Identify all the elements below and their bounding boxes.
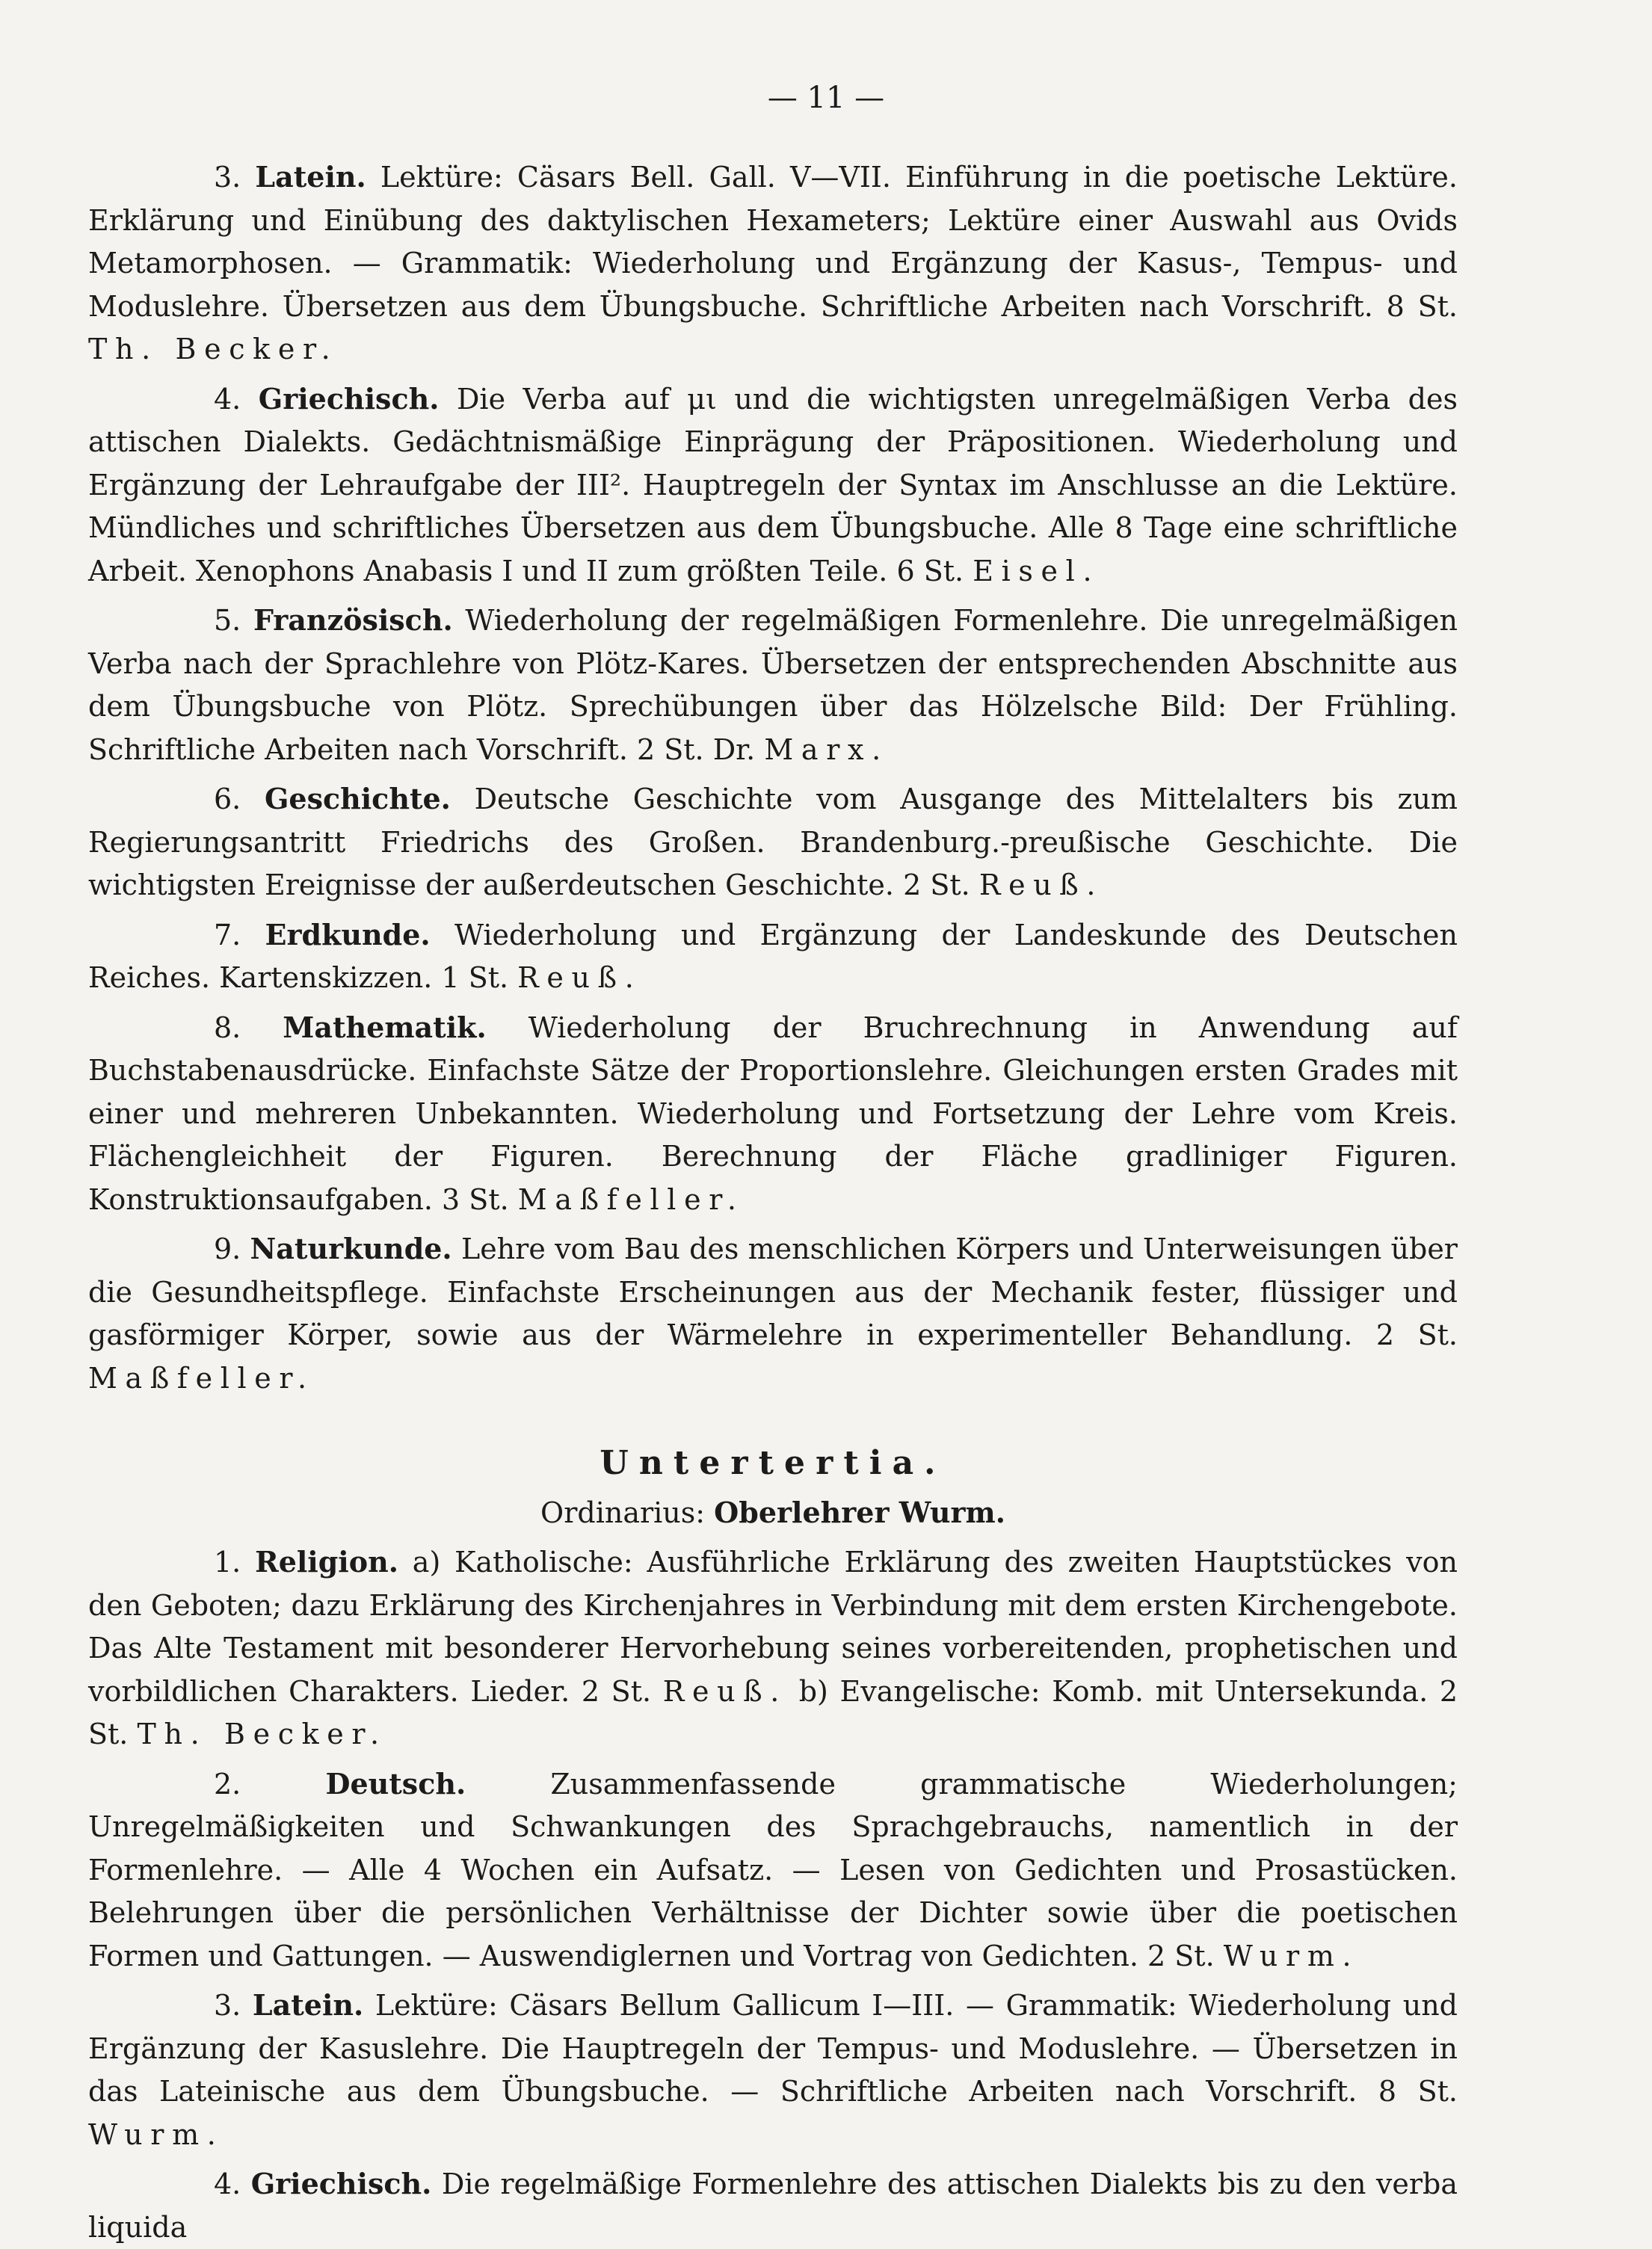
section-erdkunde-o3 — [88, 913, 1458, 1000]
section-number: 1. — [214, 1546, 241, 1579]
section-text: Wiederholung der Bruchrechnung in Anwendung auf Buchstabenausdrücke. Einfachste Sätze der Proportionslehre. Gleichungen ersten Grades mit einer und mehreren Unbekannten. Wiederholung und Fortsetzung der Lehre vom Kreis. Flächengleichheit der Figuren. Berechnung der Fläche gradliniger Figuren. Konstruktionsaufgaben. 3 St. — [88, 1011, 1458, 1216]
section-latein-u3 — [88, 1984, 1458, 2156]
section-text-2: b) Evangelische: Komb. mit Untersekunda. 2 St. — [88, 1674, 1458, 1750]
section-text: a) Katholische: Ausführliche Erklärung des zweiten Hauptstückes von den Geboten; dazu Erklärung des Kirchenjahres in Verbindung mit dem ersten Kirchengebote. Das Alte Testament mit besonderer Hervorhebung seines vorbereitenden, prophetischen und vorbildlichen Charakters. Lieder. 2 St. — [88, 1546, 1458, 1708]
section-latein-o3 — [88, 155, 1458, 371]
page-content — [88, 155, 1458, 2249]
class-heading: Untertertia. — [600, 1444, 946, 1482]
section-griechisch-o3 — [88, 377, 1458, 593]
section-mathematik-o3 — [88, 1006, 1458, 1222]
section-teacher: Reuß. — [517, 961, 642, 994]
section-number: 3. — [214, 161, 241, 194]
section-number: 3. — [214, 1989, 241, 2022]
section-subject: Griechisch. — [258, 381, 440, 416]
section-text: Deutsche Geschichte vom Ausgange des Mittelalters bis zum Regierungsantritt Friedrichs des Großen. Brandenburg.-preußische Geschichte. Die wichtigsten Ereignisse der außerdeutschen Geschichte. 2 St. — [88, 783, 1458, 901]
section-geschichte-o3 — [88, 777, 1458, 907]
section-teacher: Wurm. — [1223, 1939, 1360, 1972]
section-teacher: Reuß. — [978, 869, 1104, 901]
section-number: 9. — [214, 1233, 241, 1265]
section-franzoesisch-o3 — [88, 599, 1458, 771]
section-text: Wiederholung und Ergänzung der Landeskunde des Deutschen Reiches. Kartenskizzen. 1 St. — [88, 918, 1458, 994]
section-number: 7. — [214, 918, 241, 951]
section-teacher: Reuß. — [662, 1674, 788, 1708]
section-subject: Mathematik. — [283, 1010, 487, 1044]
section-number: 4. — [214, 382, 241, 416]
section-teacher: Maßfeller. — [517, 1182, 745, 1216]
section-subject: Griechisch. — [250, 2167, 432, 2200]
section-text: Lehre vom Bau des menschlichen Körpers und Unterweisungen über die Gesundheitspflege. Einfachste Erscheinungen aus der Mechanik fester, flüssiger und gasförmiger Körper, sowie aus der Wärmelehre in experimenteller Behandlung. 2 St. — [88, 1233, 1458, 1351]
section-number: 4. — [214, 2168, 241, 2200]
section-text: Die Verba auf μι und die wichtigsten unregelmäßigen Verba des attischen Dialekts. Gedächtnismäßige Einprägung der Präpositionen. Wiederholung und Ergänzung der Lehraufgabe der III². Hauptregeln der Syntax im Anschlusse an die Lektüre. Mündliches und schriftliches Übersetzen aus dem Übungsbuche. Alle 8 Tage eine schriftliche Arbeit. Xenophons Anabasis I und II zum größten Teile. 6 St. — [88, 382, 1458, 587]
section-griechisch-u3 — [88, 2162, 1458, 2249]
ordinarius-teacher: Oberlehrer Wurm. — [714, 1495, 1005, 1529]
section-number: 5. — [214, 604, 241, 637]
section-subject: Latein. — [252, 1988, 364, 2022]
ordinarius-line — [88, 1491, 1458, 1535]
section-teacher: Maßfeller. — [88, 1361, 315, 1395]
ordinarius-label: Ordinarius: — [540, 1496, 706, 1529]
section-teacher: Th. Becker. — [88, 333, 339, 365]
section-teacher: Marx. — [764, 732, 889, 766]
page-number: — 11 — — [767, 81, 885, 115]
section-text: Wiederholung der regelmäßigen Formenlehre. Die unregelmäßigen Verba nach der Sprachlehre von Plötz-Kares. Übersetzen der entsprechenden Abschnitte aus dem Übungsbuche von Plötz. Sprechübungen über das Hölzelsche Bild: Der Frühling. Schriftliche Arbeiten nach Vorschrift. 2 St. Dr. — [88, 604, 1458, 766]
section-text: Die regelmäßige Formenlehre des attischen Dialekts bis zu den verba liquida — [88, 2168, 1458, 2244]
section-teacher: Wurm. — [88, 2117, 224, 2151]
section-deutsch-u3 — [88, 1762, 1458, 1978]
section-religion-u3 — [88, 1540, 1458, 1756]
section-text: Lektüre: Cäsars Bellum Gallicum I—III. — Grammatik: Wiederholung und Ergänzung der Kasuslehre. Die Hauptregeln der Tempus- und Moduslehre. — Übersetzen in das Lateinische aus dem Übungsbuche. — Schriftliche Arbeiten nach Vorschrift. 8 St. — [88, 1989, 1458, 2108]
section-text: Lektüre: Cäsars Bell. Gall. V—VII. Einführung in die poetische Lektüre. Erklärung und Einübung des daktylischen Hexameters; Lektüre einer Auswahl aus Ovids Metamorphosen. — Grammatik: Wiederholung und Ergänzung der Kasus-, Tempus- und Moduslehre. Übersetzen aus dem Übungsbuche. Schriftliche Arbeiten nach Vorschrift. 8 St. — [88, 161, 1458, 323]
section-number: 6. — [214, 783, 241, 815]
section-naturkunde-o3 — [88, 1227, 1458, 1400]
section-text: Zusammenfassende grammatische Wiederholungen; Unregelmäßigkeiten und Schwankungen des Sprachgebrauchs, namentlich in der Formenlehre. — Alle 4 Wochen ein Aufsatz. — Lesen von Gedichten und Prosastücken. Belehrungen über die persönlichen Verhältnisse der Dichter sowie über die poetischen Formen und Gattungen. — Auswendiglernen und Vortrag von Gedichten. 2 St. — [88, 1767, 1458, 1972]
section-subject: Französisch. — [253, 603, 453, 637]
section-subject: Naturkunde. — [250, 1232, 452, 1265]
section-number: 2. — [214, 1767, 241, 1801]
section-subject: Deutsch. — [325, 1766, 466, 1801]
section-subject: Religion. — [255, 1545, 398, 1579]
section-subject: Erdkunde. — [265, 917, 431, 951]
section-teacher: Eisel. — [973, 554, 1100, 587]
section-teacher-2: Th. Becker. — [137, 1718, 387, 1750]
section-subject: Geschichte. — [264, 782, 451, 815]
section-number: 8. — [214, 1011, 241, 1044]
section-subject: Latein. — [255, 160, 366, 194]
